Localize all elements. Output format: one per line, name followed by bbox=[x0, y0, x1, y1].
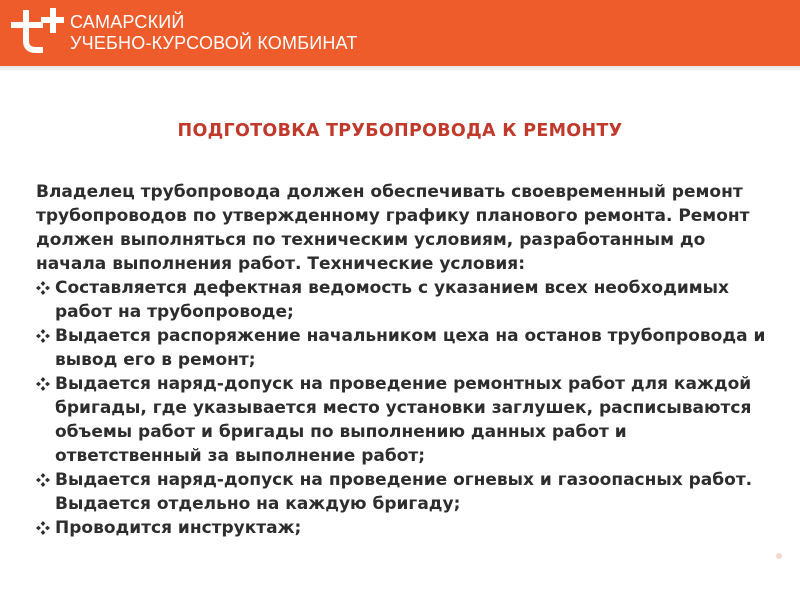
list-item-text: Составляется дефектная ведомость с указанием всех необходимых работ на трубопроводе; bbox=[55, 278, 729, 322]
list-item-text: Выдается наряд-допуск на проведение огневых и газоопасных работ. Выдается отдельно на каждую бригаду; bbox=[55, 470, 753, 514]
header-shadow bbox=[0, 66, 800, 72]
brand-name bbox=[70, 12, 358, 54]
conditions-list bbox=[36, 276, 776, 540]
list-item bbox=[36, 324, 776, 372]
tt-logo-icon bbox=[10, 8, 64, 56]
four-diamond-bullet-icon bbox=[36, 473, 50, 487]
header-bar bbox=[0, 0, 800, 66]
brand-line-1: САМАРСКИЙ bbox=[70, 12, 185, 32]
list-item bbox=[36, 372, 776, 468]
four-diamond-bullet-icon bbox=[36, 281, 50, 295]
brand-line-2: УЧЕБНО-КУРСОВОЙ КОМБИНАТ bbox=[70, 33, 358, 53]
page-title: ПОДГОТОВКА ТРУБОПРОВОДА К РЕМОНТУ bbox=[177, 121, 623, 141]
list-item-text: Проводится инструктаж; bbox=[55, 518, 302, 538]
list-item bbox=[36, 276, 776, 324]
list-item bbox=[36, 468, 776, 516]
list-item-text: Выдается наряд-допуск на проведение ремонтных работ для каждой бригады, где указывается место установки заглушек, расписываются объемы работ и бригады по выполнению данных работ и ответственный за выполнение работ; bbox=[55, 374, 752, 466]
body-text bbox=[36, 180, 776, 540]
intro-paragraph: Владелец трубопровода должен обеспечивать своевременный ремонт трубопроводов по утвержденному графику планового ремонта. Ремонт должен выполняться по техническим условиям, разработанным до начала выполнения работ. Технические условия: bbox=[36, 182, 750, 274]
four-diamond-bullet-icon bbox=[36, 377, 50, 391]
four-diamond-bullet-icon bbox=[36, 521, 50, 535]
four-diamond-bullet-icon bbox=[36, 329, 50, 343]
list-item-text: Выдается распоряжение начальником цеха на останов трубопровода и вывод его в ремонт; bbox=[55, 326, 766, 370]
decorative-dot bbox=[776, 553, 782, 559]
list-item bbox=[36, 516, 776, 540]
